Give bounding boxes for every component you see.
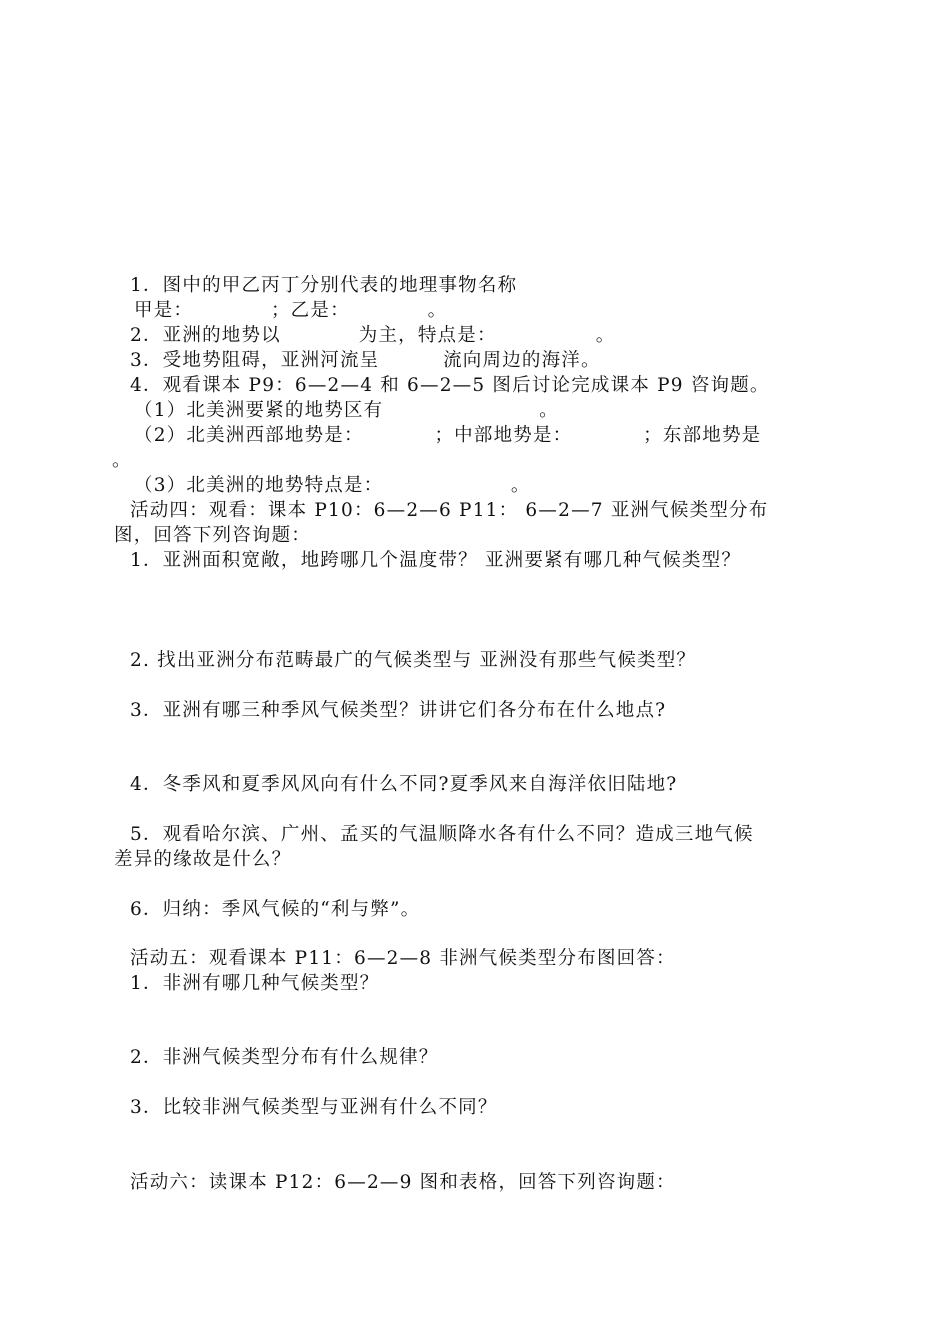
activity-4-question-5: 5．观看哈尔滨、广州、孟买的气温顺降水各有什么不同？造成三地气候 (130, 824, 754, 845)
answer-line-jia-yi: 甲是： ；乙是： 。 (134, 300, 448, 321)
activity-5-question-1: 1．非洲有哪几种气候类型？ (130, 973, 380, 994)
activity-6-heading: 活动六：读课本 P12：6—2—9 图和表格，回答下列咨询题： (130, 1172, 676, 1193)
activity-4-heading-continuation: 图，回答下列咨询题： (114, 525, 312, 546)
sub-question-3-na-features: （3）北美洲的地势特点是： 。 (134, 475, 531, 496)
activity-4-question-1: 1．亚洲面积宽敞，地跨哪几个温度带？ 亚洲要紧有哪几种气候类型？ (130, 550, 742, 571)
activity-4-question-4: 4．冬季风和夏季风风向有什么不同?夏季风来自海洋依旧陆地? (130, 774, 678, 795)
question-2-asia-terrain: 2．亚洲的地势以 为主，特点是： 。 (130, 325, 616, 346)
question-3-asia-rivers: 3．受地势阻碍，亚洲河流呈 流向周边的海洋。 (130, 350, 601, 371)
activity-4-question-3: 3．亚洲有哪三种季风气候类型？讲讲它们各分布在什么地点? (130, 700, 667, 721)
activity-4-question-2: 2. 找出亚洲分布范畴最广的气候类型与 亚洲没有那些气候类型？ (130, 650, 697, 671)
activity-4-heading: 活动四：观看：课本 P10：6—2—6 P11： 6—2—7 亚洲气候类型分布 (130, 500, 769, 521)
activity-5-heading: 活动五：观看课本 P11：6—2—8 非洲气候类型分布图回答： (130, 948, 676, 969)
sub-question-1-na-regions: （1）北美洲要紧的地势区有 。 (134, 400, 559, 421)
activity-4-question-6: 6．归纳：季风气候的“利与弊”。 (130, 899, 421, 920)
activity-5-question-3: 3．比较非洲气候类型与亚洲有什么不同？ (130, 1097, 498, 1118)
activity-5-question-2: 2．非洲气候类型分布有什么规律？ (130, 1047, 439, 1068)
sub-question-2-continuation: 。 (112, 450, 132, 471)
question-1-landform-names: 1．图中的甲乙丙丁分别代表的地理事物名称 (130, 275, 518, 296)
sub-question-2-na-terrain: （2）北美洲西部地势是： ；中部地势是： ；东部地势是 (134, 425, 762, 446)
question-4-textbook-p9: 4．观看课本 P9：6—2—4 和 6—2—5 图后讨论完成课本 P9 咨询题。 (130, 375, 770, 396)
activity-4-question-5-continuation: 差异的缘故是什么？ (114, 849, 292, 870)
